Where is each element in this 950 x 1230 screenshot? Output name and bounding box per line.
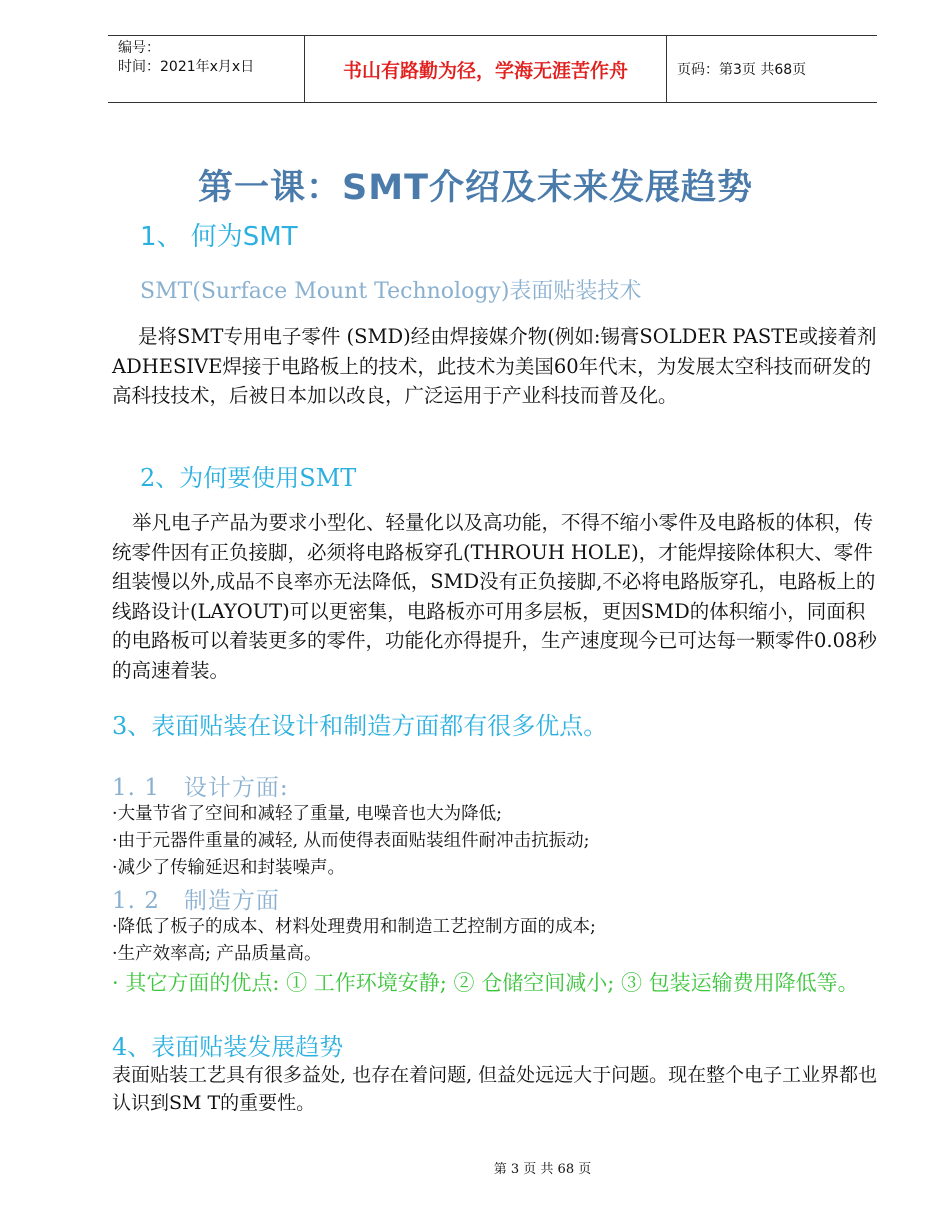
section2-heading: 2、为何要使用SMT [140,464,357,492]
page-footer: 第 3 页 共 68 页 [493,1162,592,1177]
page-title: 第一课：SMT介绍及末来发展趋势 [198,168,753,208]
section1-subheading: SMT(Surface Mount Technology)表面贴装技术 [140,279,642,304]
design-point: ·由于元器件重量的减轻, 从而使得表面贴装组件耐冲击抗振动; [112,831,590,851]
design-point: ·减少了传输延迟和封装噪声。 [112,858,346,878]
other-advantages: · 其它方面的优点: ① 工作环境安静; ② 仓储空间减小; ③ 包装运输费用降低等。 [112,971,859,995]
manufacturing-subheading: 1. 2 制造方面 [112,888,280,914]
section2-paragraph: 举凡电子产品为要求小型化、轻量化以及高功能，不得不缩小零件及电路板的体积，传统零件因有正负接脚，必须将电路板穿孔(THROUH HOLE)，才能焊接除体积大、零件组装慢以外,成品不良率亦无法降低，SMD没有正负接脚,不必将电路版穿孔，电路板上的线路设计(LAYOUT)可以更密集，电路板亦可用多层板，更因SMD的体积缩小，同面积的电路板可以着装更多的零件，功能化亦得提升，生产速度现今已可达每一颗零件0.08秒的高速着装。 [112,511,877,682]
manufacturing-point: ·生产效率高; 产品质量高。 [112,944,322,964]
section1-paragraph: 是将SMT专用电子零件 (SMD)经由焊接媒介物(例如:锡膏SOLDER PASTE或接着剂ADHESIVE焊接于电路板上的技术，此技术为美国60年代末，为发展太空科技而研发的高科技技术，后被日本加以改良，广泛运用于产业科技而普及化。 [112,325,877,407]
header-table [108,35,877,103]
design-point: ·大量节省了空间和减轻了重量, 电噪音也大为降低; [112,804,503,824]
header-meta [108,36,304,102]
section4-paragraph: 表面贴装工艺具有很多益处, 也存在着问题, 但益处远远大于问题。现在整个电子工业界都也认识到SM T的重要性。 [112,1064,878,1114]
serial-label: 编号： [118,40,160,56]
time-label: 时间：2021年x月x日 [118,59,255,75]
section4-heading: 4、表面贴装发展趋势 [112,1033,344,1061]
section1-heading: 1、 何为SMT [140,222,298,252]
header-motto: 书山有路勤为径，学海无涯苦作舟 [304,36,667,102]
manufacturing-point: ·降低了板子的成本、材料处理费用和制造工艺控制方面的成本; [112,917,596,937]
header-page-info: 页码：第3页 共68页 [677,62,807,78]
section3-heading: 3、表面贴装在设计和制造方面都有很多优点。 [112,712,608,740]
design-subheading: 1. 1 设计方面: [112,775,289,801]
